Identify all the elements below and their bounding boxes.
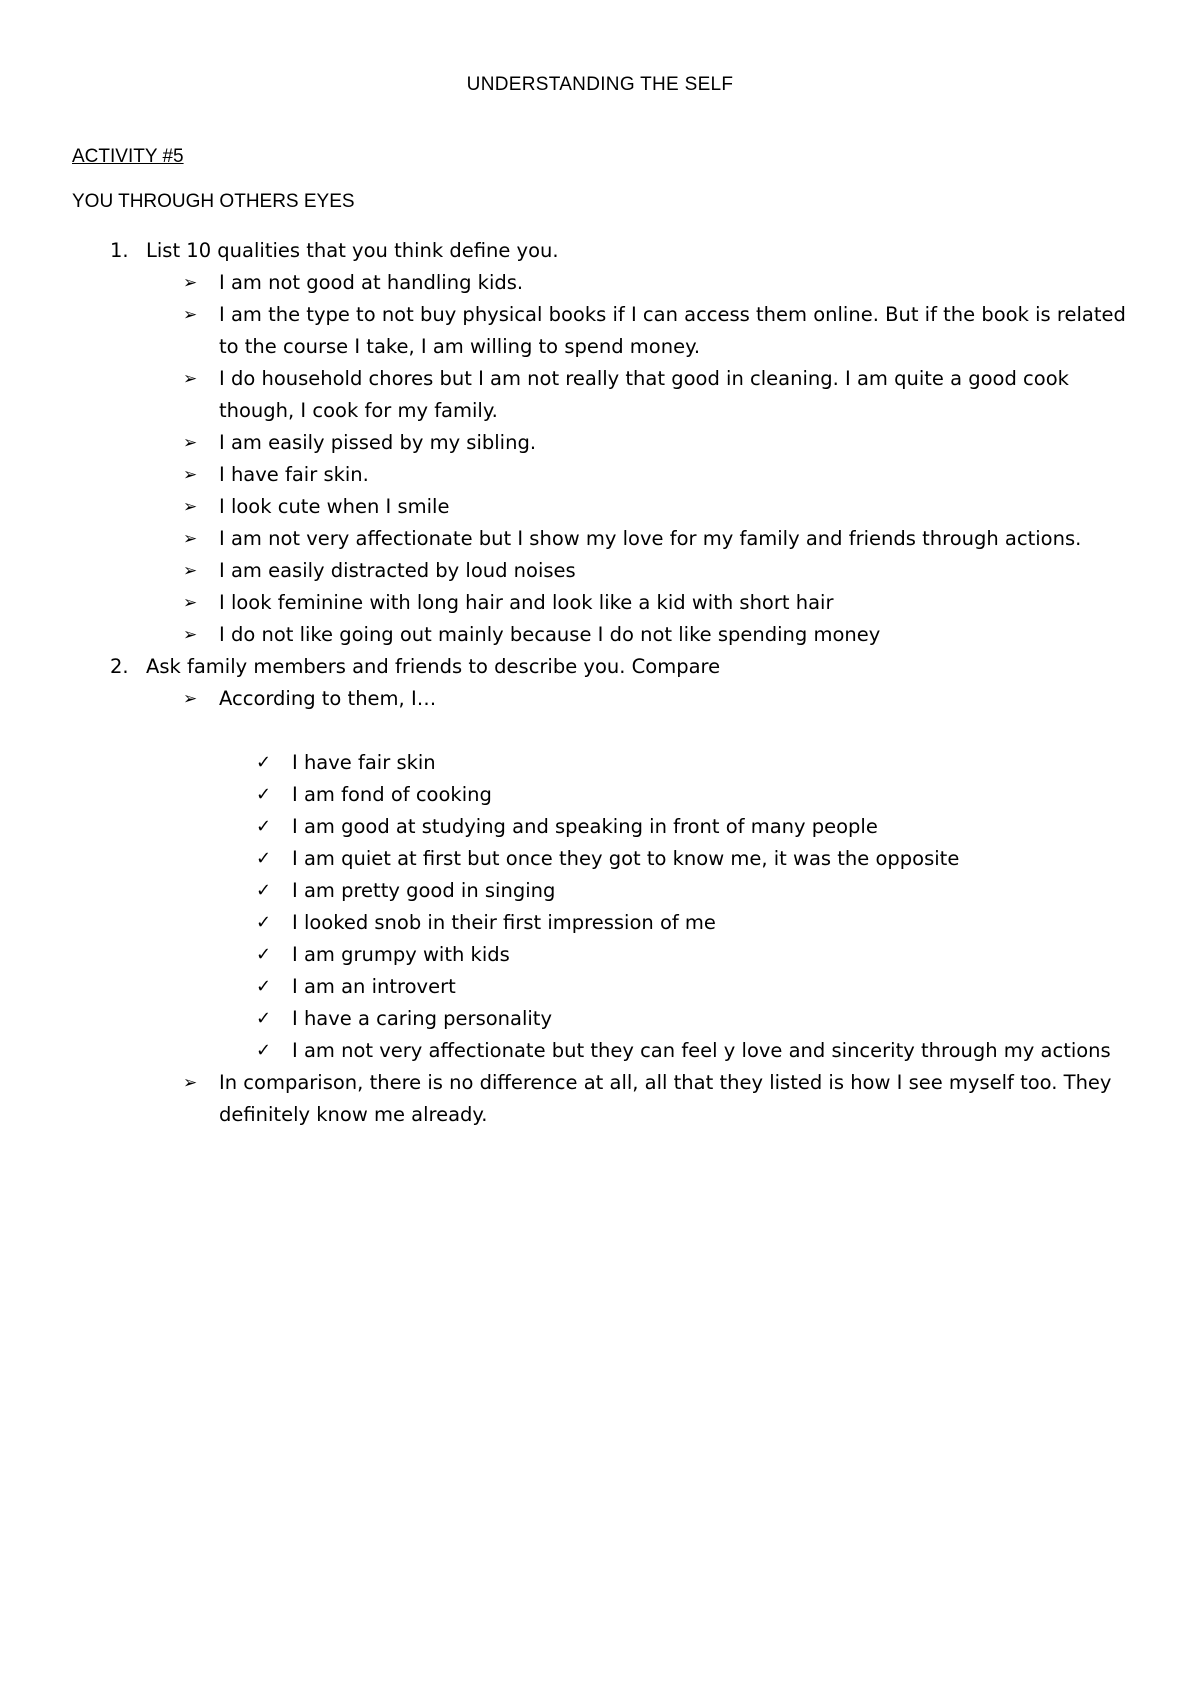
arrow-bullet-icon: ➢ <box>183 497 198 517</box>
list-item <box>0 299 1139 363</box>
list-item <box>0 459 1139 491</box>
checklist-item <box>0 1035 1200 1067</box>
question-2 <box>0 651 1200 683</box>
checklist-item-text: I am pretty good in singing <box>292 879 556 902</box>
checkmark-icon: ✓ <box>256 1040 272 1061</box>
arrow-bullet-icon: ➢ <box>183 529 198 549</box>
list-item-text: I am not good at handling kids. <box>219 271 524 294</box>
question-number: 1. <box>110 239 129 262</box>
list-item <box>0 683 1139 715</box>
checkmark-icon: ✓ <box>256 848 272 869</box>
checklist-item <box>0 875 1200 907</box>
checkmark-icon: ✓ <box>256 912 272 933</box>
checkmark-icon: ✓ <box>256 784 272 805</box>
list-item-text: According to them, I… <box>219 687 437 710</box>
checklist-item <box>0 907 1200 939</box>
arrow-bullet-icon: ➢ <box>183 369 198 389</box>
list-item-text: I do household chores but I am not really that good in cleaning. I am quite a good cook though, I cook for my family. <box>219 367 1069 422</box>
checklist-item-text: I am good at studying and speaking in front of many people <box>292 815 878 838</box>
question-2-checklist <box>0 747 1200 1067</box>
list-item-text: I am easily pissed by my sibling. <box>219 431 537 454</box>
list-item-text: I have fair skin. <box>219 463 369 486</box>
arrow-bullet-icon: ➢ <box>183 433 198 453</box>
checkmark-icon: ✓ <box>256 752 272 773</box>
question-1 <box>0 235 1200 267</box>
list-item <box>0 523 1139 555</box>
list-item <box>0 363 1139 427</box>
arrow-bullet-icon: ➢ <box>183 593 198 613</box>
checklist-item <box>0 843 1200 875</box>
checklist-item-text: I have fair skin <box>292 751 436 774</box>
question-text: List 10 qualities that you think define you. <box>146 239 559 262</box>
list-item <box>0 491 1139 523</box>
list-item <box>0 267 1139 299</box>
checklist-item-text: I am not very affectionate but they can feel y love and sincerity through my actions <box>292 1039 1111 1062</box>
checklist-item-text: I am quiet at first but once they got to know me, it was the opposite <box>292 847 960 870</box>
checkmark-icon: ✓ <box>256 944 272 965</box>
list-item <box>0 555 1139 587</box>
checklist-item <box>0 747 1200 779</box>
list-item-text: I look feminine with long hair and look like a kid with short hair <box>219 591 834 614</box>
activity-heading: ACTIVITY #5 <box>72 146 184 167</box>
arrow-bullet-icon: ➢ <box>183 561 198 581</box>
arrow-bullet-icon: ➢ <box>183 689 198 709</box>
list-item-text: I do not like going out mainly because I do not like spending money <box>219 623 881 646</box>
list-item-text: I am the type to not buy physical books if I can access them online. But if the book is related to the course I take, I am willing to spend money. <box>219 303 1126 358</box>
checkmark-icon: ✓ <box>256 880 272 901</box>
list-item-text: I look cute when I smile <box>219 495 450 518</box>
checkmark-icon: ✓ <box>256 816 272 837</box>
activity-subtitle: YOU THROUGH OTHERS EYES <box>72 191 355 212</box>
list-item-text: I am easily distracted by loud noises <box>219 559 576 582</box>
question-number: 2. <box>110 655 129 678</box>
checklist-item-text: I am grumpy with kids <box>292 943 510 966</box>
blank-line <box>0 715 1200 747</box>
checklist-item <box>0 811 1200 843</box>
list-item <box>0 427 1139 459</box>
checklist-item <box>0 779 1200 811</box>
list-item-text: I am not very affectionate but I show my love for my family and friends through actions. <box>219 527 1082 550</box>
list-item <box>0 1067 1139 1131</box>
arrow-bullet-icon: ➢ <box>183 465 198 485</box>
arrow-bullet-icon: ➢ <box>183 305 198 325</box>
checklist-item <box>0 971 1200 1003</box>
document-title: UNDERSTANDING THE SELF <box>466 74 734 95</box>
list-item <box>0 619 1139 651</box>
checklist-item-text: I am fond of cooking <box>292 783 492 806</box>
checkmark-icon: ✓ <box>256 976 272 997</box>
checklist-item <box>0 939 1200 971</box>
list-item-text: In comparison, there is no difference at all, all that they listed is how I see myself too. They definitely know me already. <box>219 1071 1112 1126</box>
arrow-bullet-icon: ➢ <box>183 273 198 293</box>
checklist-item-text: I am an introvert <box>292 975 456 998</box>
checkmark-icon: ✓ <box>256 1008 272 1029</box>
question-text: Ask family members and friends to describe you. Compare <box>146 655 721 678</box>
arrow-bullet-icon: ➢ <box>183 1073 198 1093</box>
question-1-answers <box>0 267 1200 651</box>
checklist-item-text: I have a caring personality <box>292 1007 552 1030</box>
document-body <box>0 235 1200 1131</box>
arrow-bullet-icon: ➢ <box>183 625 198 645</box>
checklist-item-text: I looked snob in their first impression of me <box>292 911 716 934</box>
checklist-item <box>0 1003 1200 1035</box>
list-item <box>0 587 1139 619</box>
